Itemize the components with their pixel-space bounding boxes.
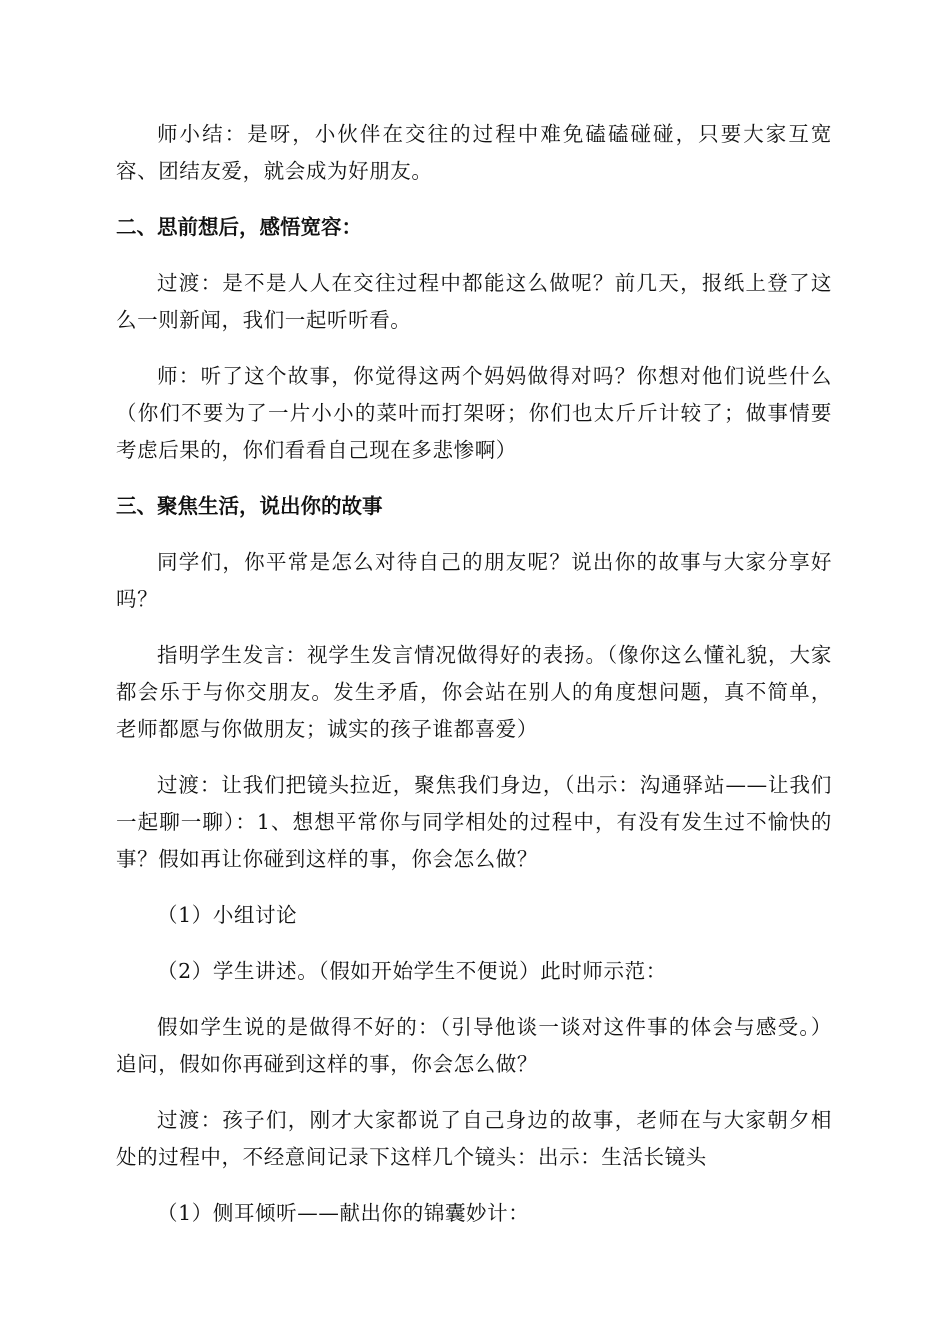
section-heading-2: 二、思前想后，感悟宽容：: [116, 215, 362, 239]
paragraph-student-speech: 指明学生发言：视学生发言情况做得好的表扬。（像你这么懂礼貌，大家都会乐于与你交朋友。发生矛盾，你会站在别人的角度想问题，真不简单，老师都愿与你做朋友；诚实的孩子谁都喜爱）: [116, 643, 832, 741]
list-item-listen: （1）侧耳倾听——献出你的锦囊妙计：: [157, 1201, 530, 1225]
document-page: [116, 116, 832, 1232]
paragraph-transition-life-shots: 过渡：孩子们，刚才大家都说了自己身边的故事，老师在与大家朝夕相处的过程中，不经意间记录下这样几个镜头：出示：生活长镜头: [116, 1108, 832, 1169]
section-heading-3: 三、聚焦生活，说出你的故事: [116, 494, 383, 518]
paragraph-transition-focus: 过渡：让我们把镜头拉近，聚焦我们身边，（出示：沟通驿站——让我们一起聊一聊）：1、想想平常你与同学相处的过程中，有没有发生过不愉快的事？假如再让你碰到这样的事，你会怎么做？: [116, 773, 832, 871]
paragraph-share-story: 同学们，你平常是怎么对待自己的朋友呢？说出你的故事与大家分享好吗？: [116, 550, 832, 611]
paragraph-transition-news: 过渡：是不是人人在交往过程中都能这么做呢？前几天，报纸上登了这么一则新闻，我们一起听听看。: [116, 271, 832, 332]
list-item-group-discussion: （1）小组讨论: [157, 903, 298, 927]
list-item-student-narration: （2）学生讲述。（假如开始学生不便说）此时师示范：: [157, 959, 667, 983]
paragraph-teacher-question: 师：听了这个故事，你觉得这两个妈妈做得对吗？你想对他们说些什么（你们不要为了一片小小的菜叶而打架呀；你们也太斤斤计较了；做事情要考虑后果的，你们看看自己现在多悲惨啊）: [116, 364, 832, 462]
paragraph-follow-up: 假如学生说的是做得不好的：（引导他谈一谈对这件事的体会与感受。）追问，假如你再碰到这样的事，你会怎么做？: [116, 1015, 832, 1076]
paragraph-teacher-summary: 师小结：是呀，小伙伴在交往的过程中难免磕磕碰碰，只要大家互宽容、团结友爱，就会成为好朋友。: [116, 122, 832, 183]
